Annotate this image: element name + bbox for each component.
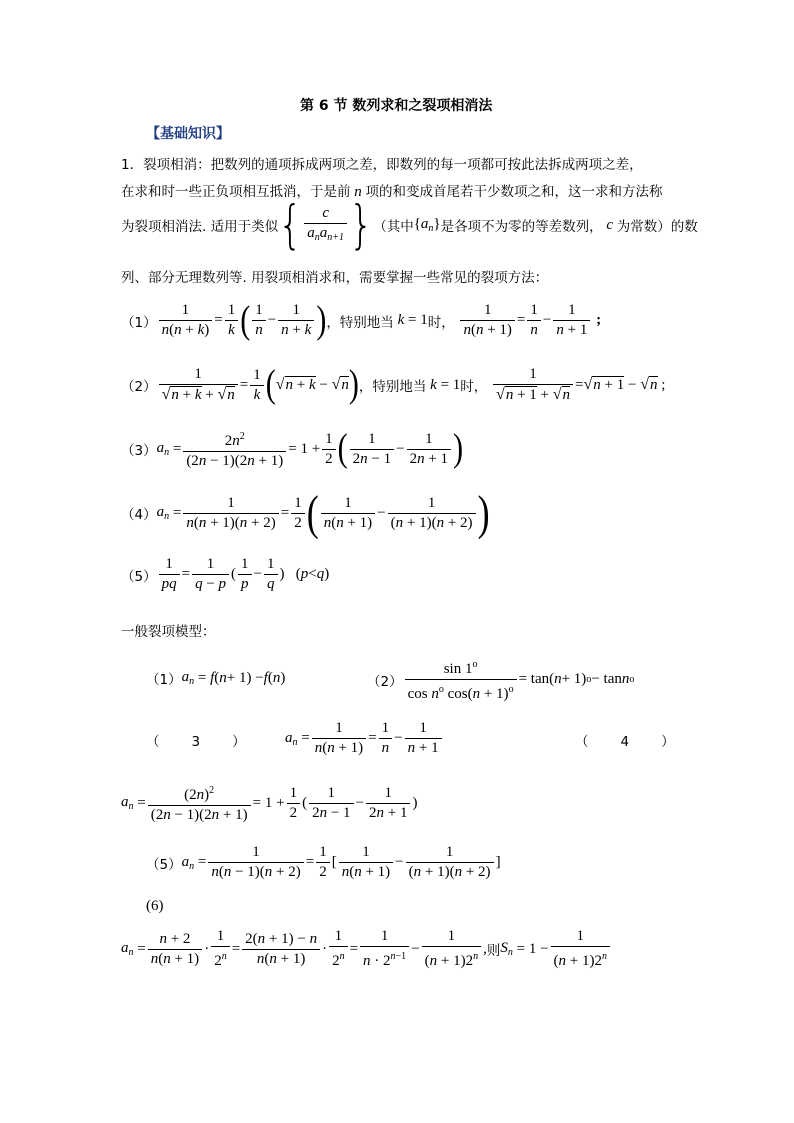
section-heading: 【基础知识】 — [146, 126, 230, 142]
general-4-label: （ 4 ） — [575, 734, 675, 750]
intro-line-2: 在求和时一些正负项相互抵消，于是前 n 项的和变成首尾若干少数项之和，这一求和方法称 — [121, 184, 663, 200]
intro-line-1: 1．裂项相消：把数列的通项拆成两项之差，即数列的每一项都可按此法拆成两项之差， — [121, 157, 643, 173]
general-4: $a_n$ = $\frac{(2n)^2}{(2n - 1)(2n + 1)}$ = 1 + $\frac{1}{2}$ ( $\frac{1}{2n - 1}$ − $\frac{1}{2n + 1}$ ) — [121, 782, 417, 824]
general-3-label: （ 3 ） — [146, 734, 246, 750]
intro-line-3: 为裂项相消法. 适用于类似 { $\frac{c}{a_na_{n+1}}$ } （其中 $\{a_n\}$ 是各项不为零的等差数列， c 为常数）的数 — [121, 195, 698, 255]
general-3: $a_n$ = $\frac{1}{n(n + 1)}$ = $\frac{1}{n}$ − $\frac{1}{n + 1}$ — [285, 720, 444, 757]
formula-1: （1） $\frac{1}{n(n + k)}$ = $\frac{1}{k}$ ( $\frac{1}{n}$ − $\frac{1}{n + k}$ ) ，特别地当 k = 1 时， $\frac{1}{n(n + 1)}$ = $\frac{1}{n}$ − $\frac{1}{n + 1}$ ; — [121, 298, 602, 342]
formula-5: （5） $\frac{1}{pq}$ = $\frac{1}{q - p}$ ( $\frac{1}{p}$ − $\frac{1}{q}$ ) ( p < q ) — [121, 556, 330, 592]
fraction-c-over-aa: $\frac{c}{a_na_{n+1}}$ — [304, 205, 347, 246]
general-2: （2） $\frac{\sin 1^o}{\cos n^o \cos(n + 1)^o}$ = tan( n + 1) o − tan n o — [367, 656, 634, 703]
general-models-heading: 一般裂项模型： — [121, 624, 216, 640]
formula-4: （4） $a_n$ = $\frac{1}{n(n + 1)(n + 2)}$ = $\frac{1}{2}$ ( $\frac{1}{n(n + 1)}$ − $\frac{1}{(n + 1)(n + 2)}$ ) — [121, 486, 490, 540]
general-6-label: (6) — [146, 898, 164, 914]
formula-3: （3） $a_n$ = $\frac{2n^2}{(2n - 1)(2n + 1)}$ = 1 + $\frac{1}{2}$ ( $\frac{1}{2n - 1}$ − $\frac{1}{2n + 1}$ ) — [121, 426, 464, 470]
general-5: （5） $a_n$ = $\frac{1}{n(n - 1)(n + 2)}$ = $\frac{1}{2}$ [ $\frac{1}{n(n + 1)}$ − $\frac{1}{(n + 1)(n + 2)}$ ] — [146, 844, 501, 880]
intro-line-4: 列、部分无理数列等. 用裂项相消求和，需要掌握一些常见的裂项方法： — [121, 270, 549, 286]
page-title: 第 6 节 数列求和之裂项相消法 — [300, 98, 493, 114]
formula-2: （2） $\frac{1}{√n + k + √n}$ = $\frac{1}{k}$ ( √ n + k − √ n ) ，特别地当 k = 1 时， $\frac{1}{√n + 1 + √n}$ = √ n + 1 − √ n ; — [121, 362, 666, 406]
general-6: $a_n$ = $\frac{n + 2}{n(n + 1)}$ · $\frac{1}{2^n}$ = $\frac{2(n + 1) - n}{n(n + 1)}$ · $\frac{1}{2^n}$ = $\frac{1}{n \cdot 2^{n-1}}$ − $\frac{1}{(n + 1)2^n}$ , 则 $S_n$ = 1 − $\frac{1}{(n + 1)2^n}$ — [121, 928, 612, 970]
general-1: （1） $a_n$ = f ( n + 1) − f ( n ) — [146, 669, 286, 688]
